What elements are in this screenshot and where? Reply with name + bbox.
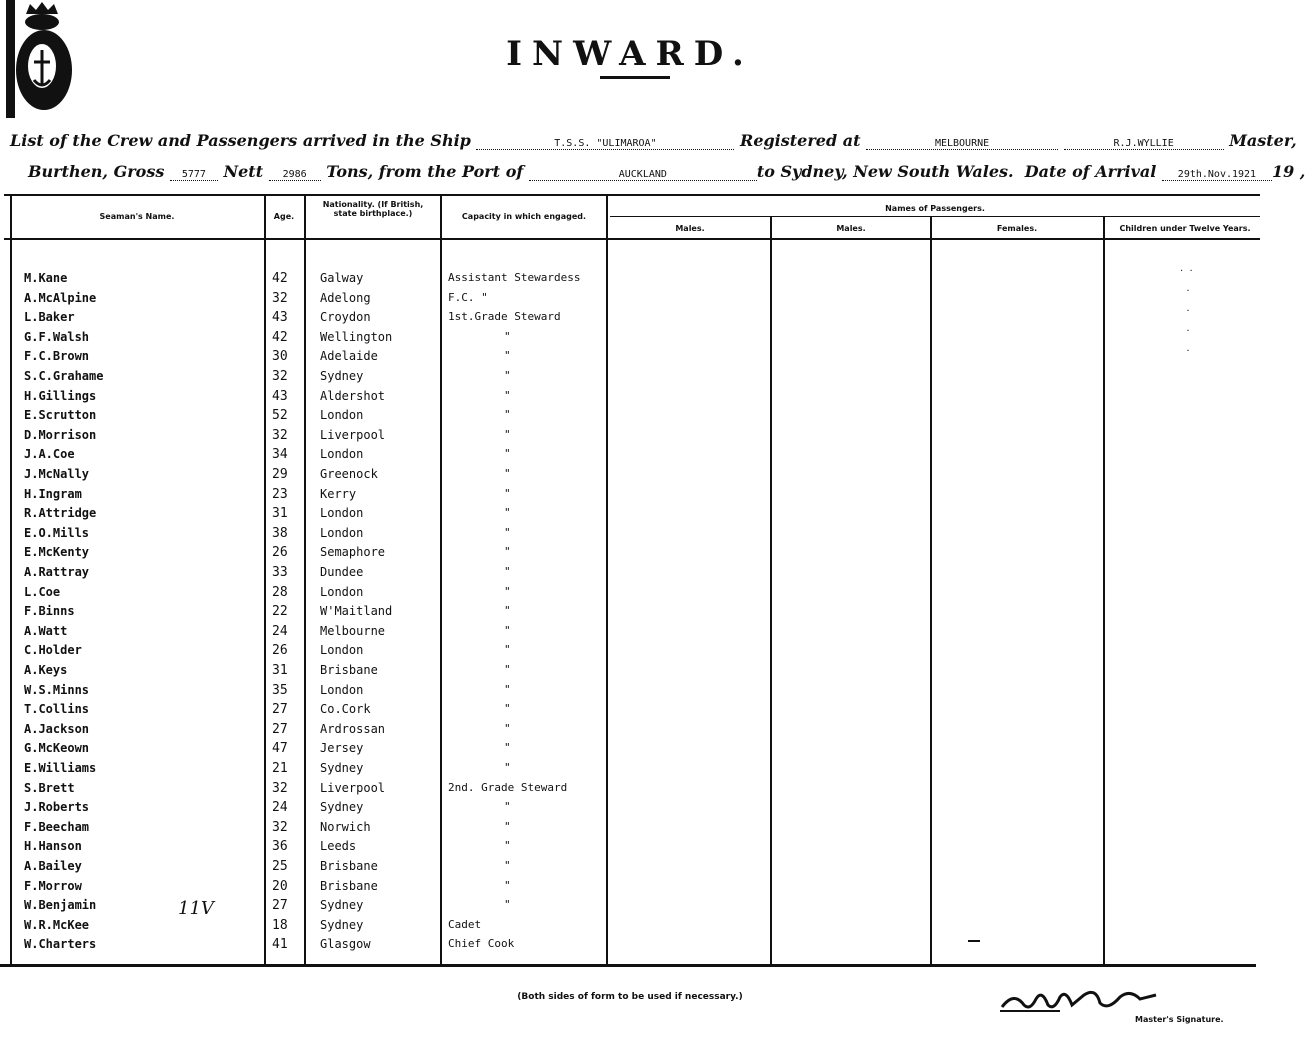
- crew-name: W.S.Minns: [24, 682, 90, 697]
- crew-age: 28: [272, 584, 288, 600]
- crew-capacity: 2nd. Grade Steward: [448, 780, 568, 794]
- table-row: [0, 761, 1269, 780]
- crew-name: S.Brett: [24, 780, 75, 795]
- table-row: [0, 487, 1269, 506]
- table-row: [0, 702, 1269, 721]
- table-row: [0, 310, 1269, 329]
- col-header-name: Seaman's Name.: [99, 212, 175, 221]
- crew-capacity: ": [504, 721, 511, 735]
- crew-birthplace: Galway: [320, 271, 364, 285]
- crew-birthplace: London: [320, 682, 364, 697]
- crew-birthplace: Sydney: [320, 800, 364, 815]
- crew-birthplace: London: [320, 584, 364, 599]
- crew-birthplace: Co.Cork: [320, 702, 371, 717]
- table-row: [0, 604, 1269, 623]
- crew-birthplace: Greenock: [320, 467, 378, 481]
- table-row: [0, 585, 1269, 604]
- table-row: [0, 545, 1269, 564]
- crew-capacity: Chief Cook: [448, 937, 515, 951]
- crew-birthplace: Melbourne: [320, 623, 386, 638]
- crew-name: D.Morrison: [24, 427, 97, 442]
- date-label: Date of Arrival: [1024, 162, 1157, 181]
- crew-capacity: ": [504, 349, 511, 363]
- crew-capacity: ": [504, 623, 511, 637]
- master-label: Master,: [1229, 131, 1297, 150]
- crew-age: 24: [272, 623, 288, 639]
- nett-label: Nett: [223, 162, 264, 181]
- crew-name: J.McNally: [24, 467, 90, 481]
- crew-name: J.A.Coe: [24, 447, 75, 462]
- table-row: [0, 624, 1269, 643]
- crew-birthplace: Glasgow: [320, 937, 371, 952]
- crew-age: 42: [272, 329, 288, 345]
- table-row: [0, 526, 1269, 545]
- crew-capacity: ": [504, 643, 511, 657]
- crew-age: 32: [272, 427, 288, 443]
- col-header-passengers: Names of Passengers.: [885, 204, 985, 213]
- crew-age: 35: [272, 682, 288, 698]
- tons-label: Tons, from the Port of: [326, 162, 524, 181]
- table-row: [0, 369, 1269, 388]
- crew-birthplace: Sydney: [320, 917, 364, 932]
- crew-name: A.Jackson: [24, 721, 90, 736]
- crew-birthplace: Wellington: [320, 329, 393, 344]
- crew-capacity: ": [504, 682, 511, 696]
- crew-birthplace: Sydney: [320, 898, 364, 913]
- col-header-age: Age.: [273, 212, 295, 221]
- nett-tons: 2986: [269, 169, 321, 181]
- crew-capacity: ": [504, 663, 511, 676]
- col-header-males-2: Males.: [836, 224, 866, 233]
- crew-name: F.Morrow: [24, 878, 82, 893]
- crew-capacity: ": [504, 329, 511, 343]
- crew-age: 32: [272, 780, 288, 796]
- header-prefix: List of the Crew and Passengers arrived in the Ship: [10, 131, 471, 150]
- crew-birthplace: Kerry: [320, 486, 357, 501]
- crew-birthplace: Adelong: [320, 290, 371, 305]
- col-header-children: Children under Twelve Years.: [1119, 224, 1251, 233]
- table-row: [0, 918, 1269, 937]
- table-row: [0, 663, 1269, 682]
- crew-birthplace: London: [320, 525, 364, 540]
- col-header-males-1: Males.: [675, 224, 705, 233]
- crew-birthplace: Ardrossan: [320, 721, 386, 736]
- gross-tons: 5777: [170, 169, 218, 181]
- crew-age: 31: [272, 506, 288, 522]
- crew-name: H.Gillings: [24, 388, 97, 403]
- crew-capacity: Cadet: [448, 917, 482, 931]
- crew-birthplace: Aldershot: [320, 388, 386, 403]
- table-row: [0, 506, 1269, 525]
- crew-age: 18: [272, 917, 288, 933]
- crew-capacity: ": [504, 584, 511, 598]
- crew-birthplace: Norwich: [320, 819, 371, 834]
- crew-birthplace: London: [320, 408, 364, 423]
- crew-age: 41: [272, 937, 288, 953]
- table-row: [0, 781, 1269, 800]
- title-rule: [600, 76, 670, 79]
- crew-birthplace: Brisbane: [320, 878, 378, 893]
- crew-capacity: ": [504, 702, 511, 716]
- crew-capacity: ": [504, 408, 511, 422]
- signature-label: Master's Signature.: [1135, 1015, 1224, 1024]
- crew-name: A.Keys: [24, 663, 68, 677]
- crew-age: 32: [272, 369, 288, 384]
- crew-capacity: ": [504, 545, 511, 559]
- crew-age: 26: [272, 545, 288, 561]
- dash-mark: [968, 940, 980, 942]
- crew-age: 47: [272, 741, 288, 757]
- crew-capacity: ": [504, 761, 511, 774]
- table-row: [0, 467, 1269, 486]
- crew-birthplace: Liverpool: [320, 427, 386, 442]
- registered-label: Registered at: [740, 131, 861, 150]
- crew-capacity: ": [504, 427, 511, 441]
- crew-capacity: ": [504, 369, 511, 382]
- crew-birthplace: London: [320, 643, 364, 658]
- crew-age: 52: [272, 408, 288, 424]
- crew-capacity: 1st.Grade Steward: [448, 310, 561, 324]
- table-row: [0, 291, 1269, 310]
- table-row: [0, 722, 1269, 741]
- table-row: [0, 330, 1269, 349]
- crew-birthplace: Adelaide: [320, 349, 378, 364]
- crew-name: A.McAlpine: [24, 290, 97, 305]
- crew-age: 26: [272, 643, 288, 659]
- crew-capacity: ": [504, 447, 511, 461]
- registered-at: MELBOURNE: [866, 138, 1058, 150]
- table-row: [0, 741, 1269, 760]
- master-name: R.J.WYLLIE: [1064, 138, 1224, 150]
- crew-birthplace: Semaphore: [320, 545, 386, 560]
- crew-capacity: ": [504, 506, 511, 520]
- table-row: [0, 447, 1269, 466]
- form-title: INWARD.: [506, 34, 754, 74]
- crew-birthplace: Brisbane: [320, 859, 378, 873]
- crew-birthplace: Sydney: [320, 369, 364, 383]
- header-line-2: [28, 162, 1305, 181]
- table-row: [0, 408, 1269, 427]
- crew-capacity: ": [504, 878, 511, 892]
- crew-capacity: ": [504, 604, 511, 618]
- crew-capacity: ": [504, 467, 511, 480]
- crew-age: 20: [272, 878, 288, 894]
- crew-name: J.Roberts: [24, 800, 90, 815]
- crew-name: M.Kane: [24, 271, 68, 285]
- table-row: [0, 879, 1269, 898]
- crew-age: 27: [272, 898, 288, 914]
- crew-name: R.Attridge: [24, 506, 97, 521]
- crew-name: L.Baker: [24, 310, 75, 325]
- crew-age: 31: [272, 663, 288, 678]
- crew-age: 25: [272, 859, 288, 874]
- crew-birthplace: Sydney: [320, 761, 364, 775]
- table-row: [0, 859, 1269, 878]
- crew-capacity: ": [504, 388, 511, 402]
- crew-age: 32: [272, 819, 288, 835]
- crew-birthplace: W'Maitland: [320, 604, 393, 619]
- crew-name: H.Hanson: [24, 839, 82, 854]
- crew-name: A.Watt: [24, 623, 68, 638]
- table-row: [0, 389, 1269, 408]
- crew-name: L.Coe: [24, 584, 61, 599]
- crew-birthplace: Leeds: [320, 839, 357, 854]
- crew-capacity: Assistant Stewardess: [448, 271, 581, 284]
- crew-capacity: ": [504, 819, 511, 833]
- crew-name: F.C.Brown: [24, 349, 90, 364]
- crew-capacity: ": [504, 898, 511, 912]
- crew-name: E.O.Mills: [24, 525, 90, 540]
- crew-age: 34: [272, 447, 288, 463]
- crew-birthplace: London: [320, 447, 364, 462]
- crew-capacity: F.C. ": [448, 290, 488, 304]
- table-header-rule: [4, 238, 1260, 240]
- crew-age: 27: [272, 702, 288, 718]
- crew-birthplace: Brisbane: [320, 663, 378, 677]
- crew-age: 32: [272, 290, 288, 306]
- table-row: [0, 565, 1269, 584]
- form-footer-note: (Both sides of form to be used if necessary.): [517, 992, 743, 1002]
- crew-age: 22: [272, 604, 288, 620]
- margin-handwritten-mark: 11V: [178, 898, 214, 919]
- crew-age: 29: [272, 467, 288, 482]
- crew-age: 43: [272, 310, 288, 326]
- crew-capacity: ": [504, 741, 511, 755]
- crew-age: 23: [272, 486, 288, 502]
- table-row: [0, 683, 1269, 702]
- crew-birthplace: Dundee: [320, 565, 364, 579]
- crew-name: F.Binns: [24, 604, 75, 619]
- crew-age: 30: [272, 349, 288, 365]
- passengers-subrule: [610, 216, 1260, 217]
- table-row: [0, 937, 1269, 956]
- crew-name: W.Charters: [24, 937, 97, 952]
- crew-name: E.McKenty: [24, 545, 90, 560]
- ship-name: T.S.S. "ULIMAROA": [476, 138, 734, 150]
- crew-name: F.Beecham: [24, 819, 90, 834]
- table-row: [0, 800, 1269, 819]
- table-row: [0, 428, 1269, 447]
- crew-name: W.Benjamin: [24, 898, 97, 913]
- header-comma: ,: [1299, 162, 1305, 181]
- royal-crest-icon: [6, 0, 72, 118]
- table-bottom-rule: [0, 964, 1256, 967]
- year-suffix: 19: [1271, 162, 1295, 181]
- crew-age: 36: [272, 839, 288, 855]
- port-of-departure: AUCKLAND: [529, 169, 757, 181]
- crew-name: E.Williams: [24, 761, 97, 775]
- crew-name: H.Ingram: [24, 486, 82, 501]
- crew-name: T.Collins: [24, 702, 90, 717]
- crew-capacity: ": [504, 859, 511, 872]
- to-sydney-label: to Sydney, New South Wales.: [756, 162, 1014, 181]
- arrival-date: 29th.Nov.1921: [1162, 169, 1272, 181]
- crew-age: 42: [272, 271, 288, 286]
- crew-name: A.Rattray: [24, 565, 90, 579]
- crew-birthplace: London: [320, 506, 364, 521]
- crew-name: E.Scrutton: [24, 408, 97, 423]
- crew-name: A.Bailey: [24, 859, 82, 873]
- header-line-1: [10, 131, 1297, 150]
- margin-dots: · · · · · ·: [1180, 266, 1193, 357]
- crew-capacity: ": [504, 525, 511, 539]
- table-row: [0, 349, 1269, 368]
- crew-capacity: ": [504, 565, 511, 578]
- crew-name: C.Holder: [24, 643, 82, 658]
- table-row: [0, 839, 1269, 858]
- master-signature: [1000, 985, 1160, 1015]
- crew-name: S.C.Grahame: [24, 369, 104, 383]
- crew-birthplace: Jersey: [320, 741, 364, 756]
- crew-name: G.F.Walsh: [24, 329, 90, 344]
- burthen-label: Burthen, Gross: [28, 162, 165, 181]
- table-row: [0, 271, 1269, 290]
- crew-capacity: ": [504, 800, 511, 814]
- crew-age: 27: [272, 721, 288, 737]
- crew-age: 43: [272, 388, 288, 404]
- crew-name: G.McKeown: [24, 741, 90, 756]
- crew-birthplace: Liverpool: [320, 780, 386, 795]
- table-row: [0, 643, 1269, 662]
- crew-age: 38: [272, 525, 288, 541]
- crew-birthplace: Croydon: [320, 310, 371, 325]
- col-header-females: Females.: [996, 224, 1038, 233]
- table-top-rule: [4, 194, 1260, 196]
- crew-capacity: ": [504, 839, 511, 853]
- col-header-capacity: Capacity in which engaged.: [461, 212, 587, 221]
- crew-capacity: ": [504, 486, 511, 500]
- crew-name: W.R.McKee: [24, 917, 90, 932]
- crew-age: 33: [272, 565, 288, 580]
- crew-age: 21: [272, 761, 288, 776]
- col-header-nationality: Nationality. (If British, state birthplace.): [322, 200, 424, 218]
- table-row: [0, 820, 1269, 839]
- crew-age: 24: [272, 800, 288, 816]
